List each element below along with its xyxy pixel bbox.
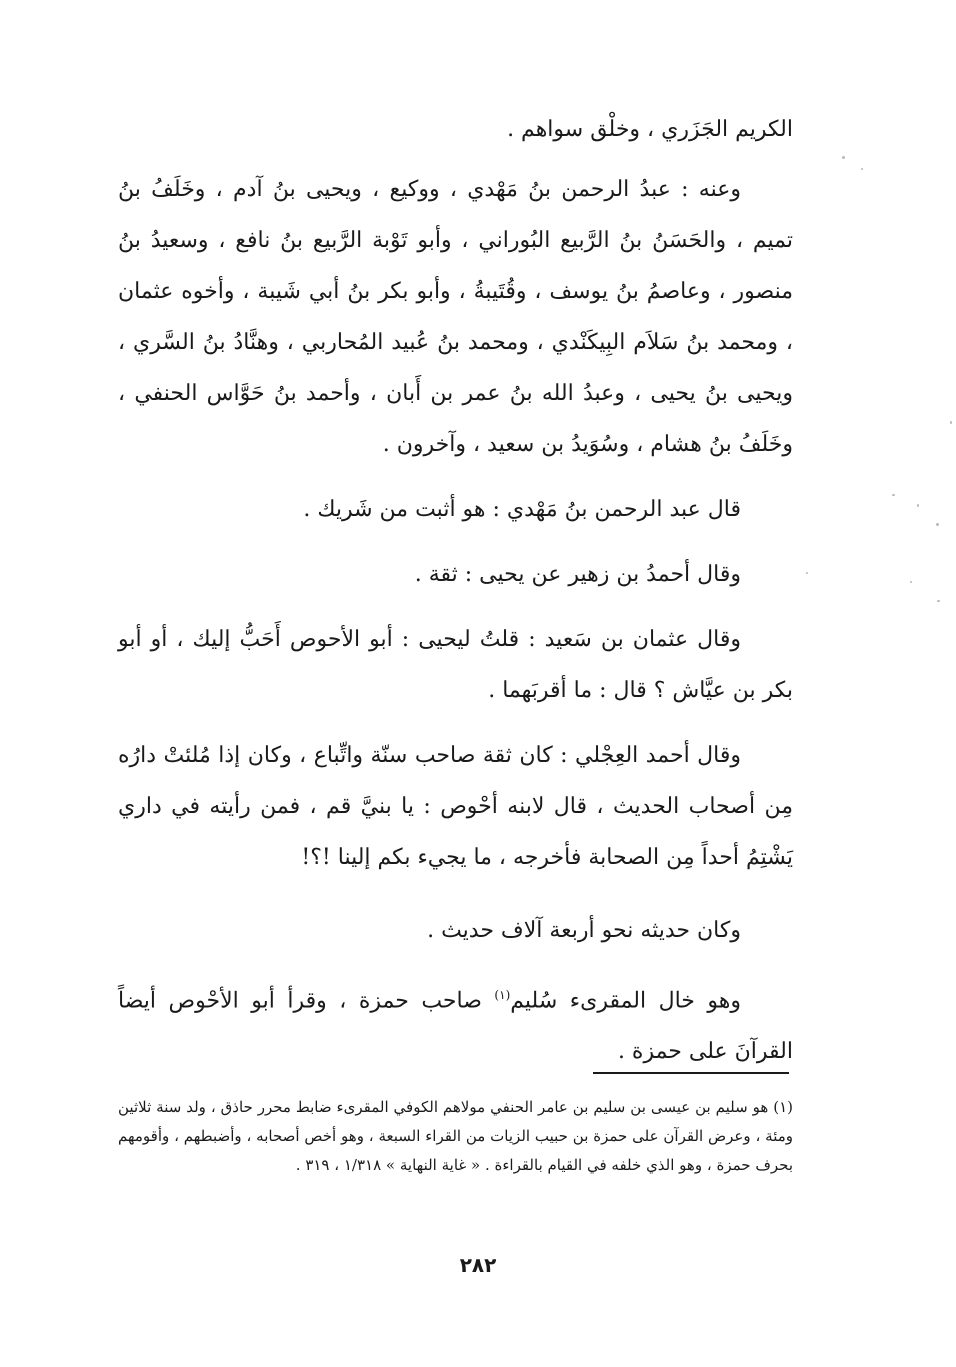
paragraph-5: وقال عثمان بن سَعيد : قلتُ ليحيى : أبو الأحوص أَحَبُّ إليك ، أو أبو بكر بن عيَّاش ؟ قال : ما أقربَهما . xyxy=(118,627,793,703)
footnote-marker[interactable]: (١) xyxy=(494,988,511,1002)
paragraph-7: وكان حديثه نحو أربعة آلاف حديث . xyxy=(427,918,741,943)
scan-speck xyxy=(936,523,939,526)
paragraph-3: قال عبد الرحمن بنُ مَهْدي : هو أثبت من شَريك . xyxy=(303,497,741,522)
scan-speck xyxy=(950,421,952,424)
paragraph-6: وقال أحمد العِجْلي : كان ثقة صاحب سنّة واتِّباع ، وكان إذا مُلئتْ دارُه مِن أصحاب الحديث ، قال لابنه أحْوص : يا بنيَّ قم ، فمن رأيته في داري يَشْتِمُ أحداً مِن الصحابة فأخرجه ، ما يجيء بكم إلينا !؟! xyxy=(118,743,793,870)
paragraph-8-start: وهو خال المقرىء سُليم xyxy=(510,988,741,1014)
page-number: ٢٨٢ xyxy=(459,1253,497,1277)
scan-speck xyxy=(861,168,863,170)
scan-speck xyxy=(842,156,845,159)
paragraph-1: الكريم الجَزَري ، وخلْق سواهم . xyxy=(507,117,793,142)
footnote-text: (١) هو سليم بن عيسى بن سليم بن عامر الحنفي مولاهم الكوفي المقرىء ضابط محرر حاذق ، ولد سنة ثلاثين ومئة ، وعرض القرآن على حمزة بن حبيب الزيات من القراء السبعة ، وهو أخص أصحابه ، وأضبطهم ، وأقومهم بحرف حمزة ، وهو الذي خلفه في القيام بالقراءة . « غاية النهاية » ١/٣١٨ ، ٣١٩ . xyxy=(118,1098,793,1174)
scan-speck xyxy=(937,600,940,602)
main-text xyxy=(118,104,793,1077)
paragraph-4: وقال أحمدُ بن زهير عن يحيى : ثقة . xyxy=(414,562,741,587)
scan-speck xyxy=(806,572,808,574)
scan-speck xyxy=(892,494,895,496)
paragraph-8-end: صاحب حمزة ، وقرأ أبو الأحْوص أيضاً القرآنَ على حمزة . xyxy=(118,988,793,1065)
scan-speck xyxy=(910,581,912,583)
paragraph-8 xyxy=(118,970,793,1077)
scan-speck xyxy=(917,504,919,507)
footnote-divider xyxy=(593,1072,789,1074)
paragraph-2: وعنه : عبدُ الرحمن بنُ مَهْدي ، ووكيع ، ويحيى بنُ آدم ، وخَلَفُ بنُ تميم ، والحَسَنُ بنُ الرَّبيع البُوراني ، وأبو تَوْبة الرَّبيع بنُ نافع ، وسعيدُ بنُ منصور ، وعاصمُ بنُ يوسف ، وقُتَيبةُ ، وأبو بكر بنُ أبي شَيبة ، وأخوه عثمان ، ومحمد بنُ سَلاَم البِيكَنْدي ، ومحمد بنُ عُبيد المُحاربي ، وهنَّادُ بنُ السَّري ، ويحيى بنُ يحيى ، وعبدُ الله بنُ عمر بن أَبان ، وأحمد بنُ حَوَّاس الحنفي ، وخَلَفُ بنُ هشام ، وسُوَيدُ بن سعيد ، وآخرون . xyxy=(118,177,793,457)
